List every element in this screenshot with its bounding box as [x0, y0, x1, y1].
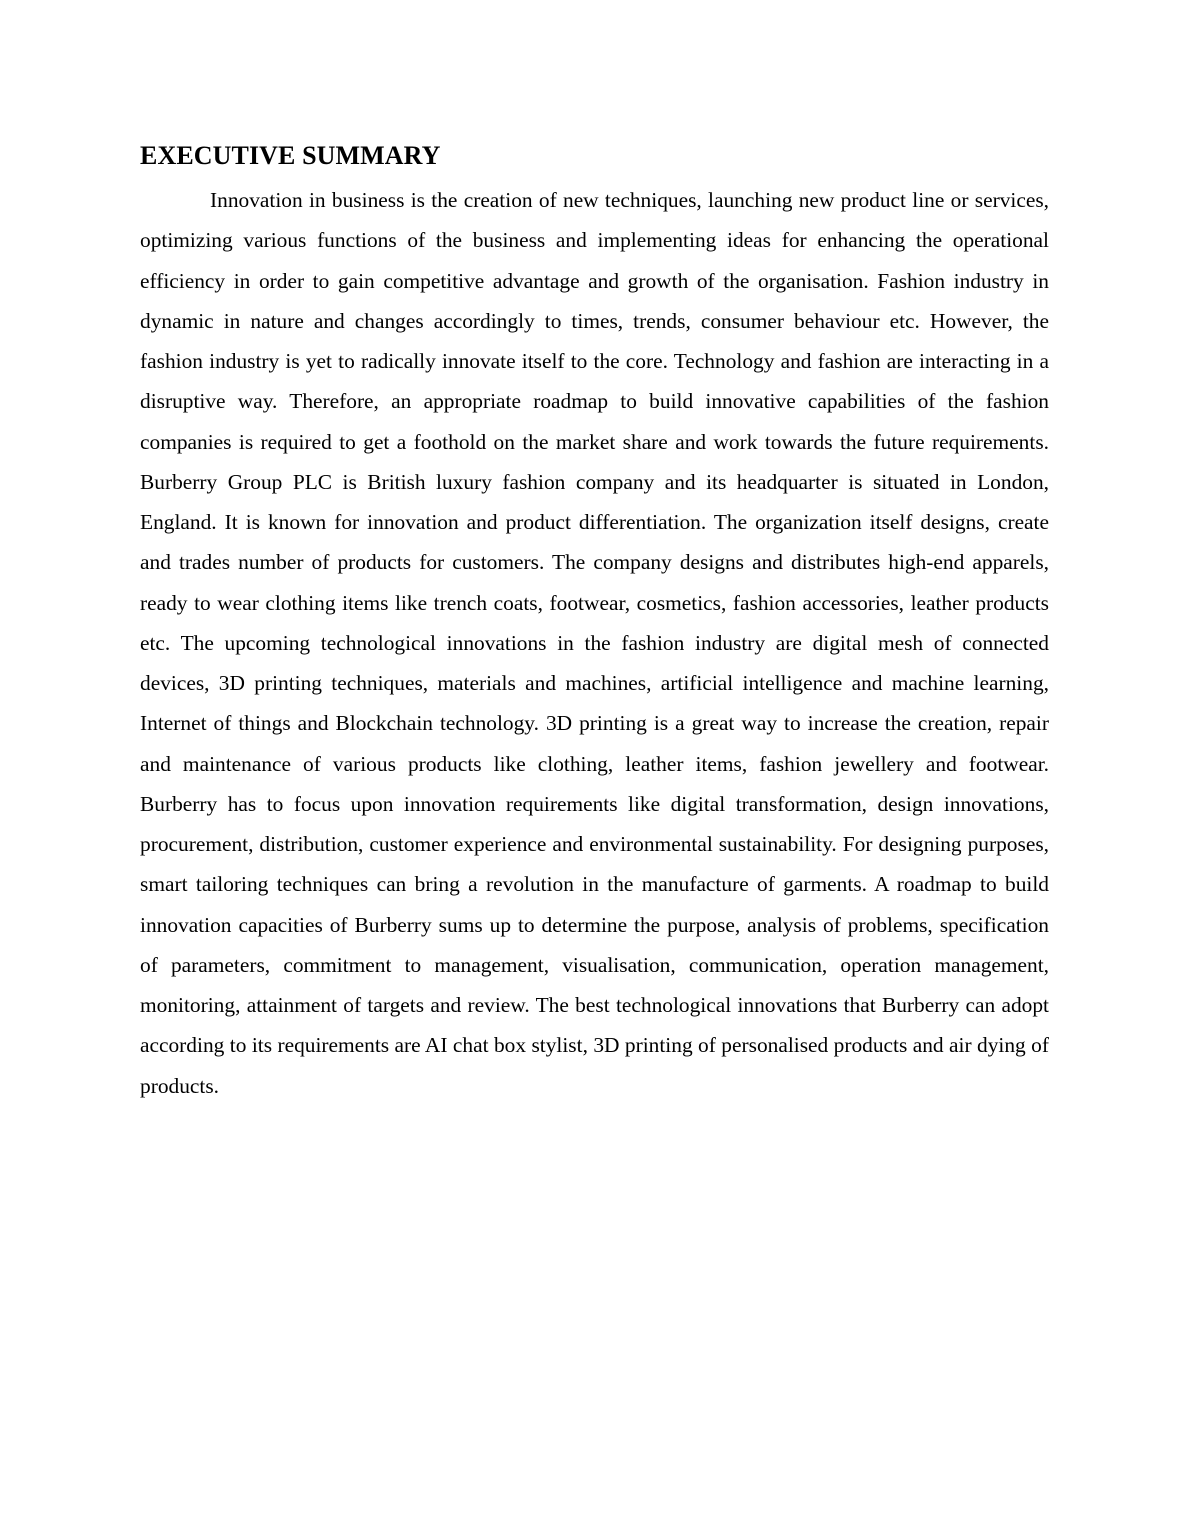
summary-paragraph: Innovation in business is the creation of new techniques, launching new product line or services, optimizing various functions of the business and implementing ideas for enhancing the operational efficiency in order to gain competitive advantage and growth of the organisation. Fashion industry in dynamic in nature and changes accordingly to times, trends, consumer behaviour etc. However, the fashion industry is yet to radically innovate itself to the core. Technology and fashion are interacting in a disruptive way. Therefore, an appropriate roadmap to build innovative capabilities of the fashion companies is required to get a foothold on the market share and work towards the future requirements. Burberry Group PLC is British luxury fashion company and its headquarter is situated in London, England. It is known for innovation and product differentiation. The organization itself designs, create and trades number of products for customers. The company designs and distributes high-end apparels, ready to wear clothing items like trench coats, footwear, cosmetics, fashion accessories, leather products etc. The upcoming technological innovations in the fashion industry are digital mesh of connected devices, 3D printing techniques, materials and machines, artificial intelligence and machine learning, Internet of things and Blockchain technology. 3D printing is a great way to increase the creation, repair and maintenance of various products like clothing, leather items, fashion jewellery and footwear. Burberry has to focus upon innovation requirements like digital transformation, design innovations, procurement, distribution, customer experience and environmental sustainability. For designing purposes, smart tailoring techniques can bring a revolution in the manufacture of garments. A roadmap to build innovation capacities of Burberry sums up to determine the purpose, analysis of problems, specification of parameters, commitment to management, visualisation, communication, operation management, monitoring, attainment of targets and review. The best technological innovations that Burberry can adopt according to its requirements are AI chat box stylist, 3D printing of personalised products and air dying of products. — [140, 188, 1049, 1098]
section-heading: EXECUTIVE SUMMARY — [140, 141, 441, 170]
